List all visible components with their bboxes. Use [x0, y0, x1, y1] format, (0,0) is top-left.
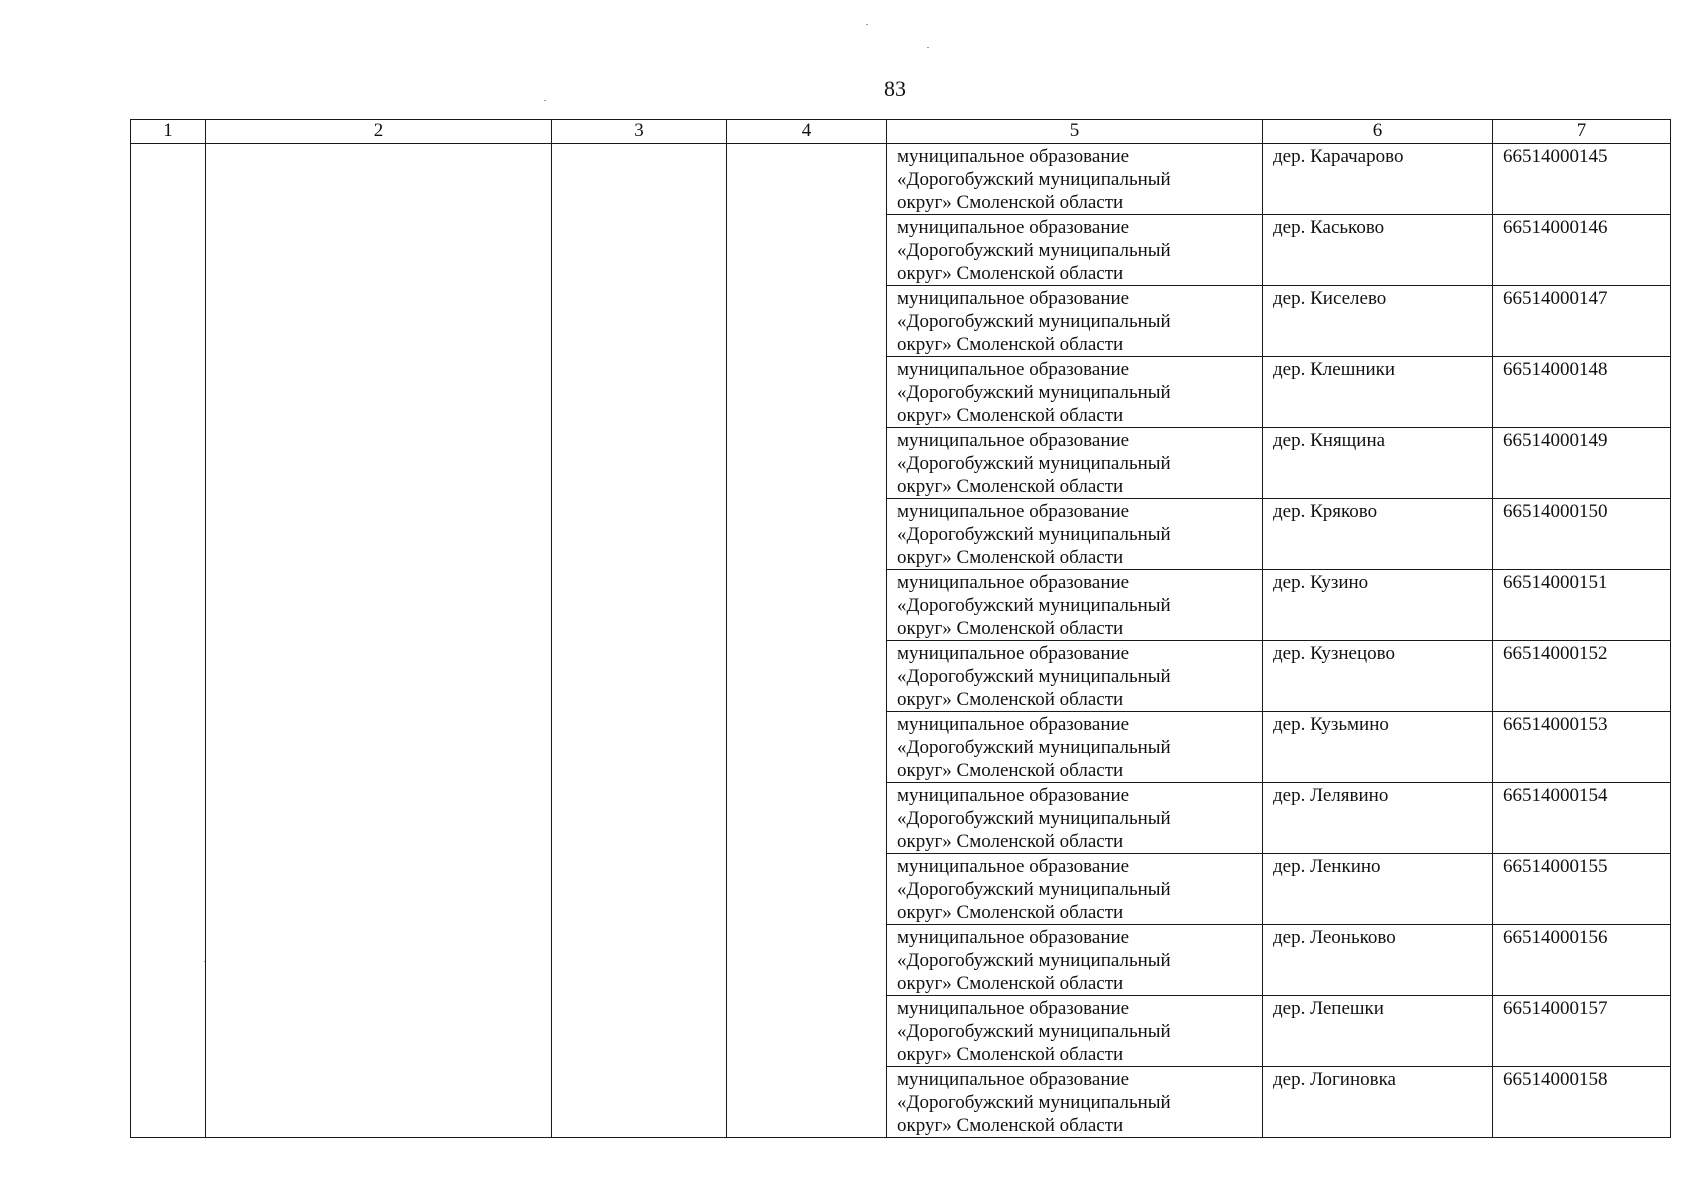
- municipality-cell: [887, 783, 1263, 854]
- column-header: 5: [887, 120, 1263, 144]
- code-cell: [1493, 428, 1671, 499]
- column-header: 7: [1493, 120, 1671, 144]
- settlement-text: дер. Княщина: [1273, 430, 1386, 451]
- code-text: 66514000145: [1503, 146, 1608, 167]
- settlement-cell: [1263, 925, 1493, 996]
- settlement-cell: [1263, 712, 1493, 783]
- code-text: 66514000148: [1503, 359, 1608, 380]
- municipality-cell: [887, 286, 1263, 357]
- code-text: 66514000152: [1503, 643, 1608, 664]
- municipality-text: муниципальное образование «Дорогобужский муниципальный округ» Смоленской области: [897, 146, 1171, 213]
- municipality-text: муниципальное образование «Дорогобужский муниципальный округ» Смоленской области: [897, 572, 1171, 639]
- code-cell: [1493, 144, 1671, 215]
- municipality-text: муниципальное образование «Дорогобужский муниципальный округ» Смоленской области: [897, 856, 1171, 923]
- code-text: 66514000146: [1503, 217, 1608, 238]
- municipality-cell: [887, 641, 1263, 712]
- code-text: 66514000153: [1503, 714, 1608, 735]
- code-text: 66514000156: [1503, 927, 1608, 948]
- code-text: 66514000149: [1503, 430, 1608, 451]
- code-cell: [1493, 499, 1671, 570]
- settlement-text: дер. Клешники: [1273, 359, 1396, 380]
- municipality-cell: [887, 357, 1263, 428]
- municipality-text: муниципальное образование «Дорогобужский муниципальный округ» Смоленской области: [897, 1069, 1171, 1136]
- code-text: 66514000147: [1503, 288, 1608, 309]
- code-cell: [1493, 286, 1671, 357]
- settlement-cell: [1263, 215, 1493, 286]
- col1-merged-cell: [131, 144, 206, 1138]
- settlement-cell: [1263, 570, 1493, 641]
- settlement-text: дер. Кряково: [1273, 501, 1378, 522]
- code-cell: [1493, 570, 1671, 641]
- settlement-cell: [1263, 499, 1493, 570]
- settlement-text: дер. Киселево: [1273, 288, 1387, 309]
- settlement-cell: [1263, 996, 1493, 1067]
- municipality-cell: [887, 144, 1263, 215]
- settlement-text: дер. Логиновка: [1273, 1069, 1396, 1090]
- header-row: [131, 120, 1671, 144]
- table-body: [131, 144, 1671, 1138]
- municipality-text: муниципальное образование «Дорогобужский муниципальный округ» Смоленской области: [897, 643, 1171, 710]
- code-text: 66514000157: [1503, 998, 1608, 1019]
- settlement-text: дер. Карачарово: [1273, 146, 1404, 167]
- code-cell: [1493, 641, 1671, 712]
- settlement-cell: [1263, 357, 1493, 428]
- settlement-cell: [1263, 428, 1493, 499]
- municipality-cell: [887, 1067, 1263, 1138]
- municipality-cell: [887, 712, 1263, 783]
- code-text: 66514000150: [1503, 501, 1608, 522]
- settlement-cell: [1263, 783, 1493, 854]
- municipality-text: муниципальное образование «Дорогобужский муниципальный округ» Смоленской области: [897, 998, 1171, 1065]
- municipality-cell: [887, 215, 1263, 286]
- col2-merged-cell: [206, 144, 552, 1138]
- municipality-cell: [887, 996, 1263, 1067]
- column-header: 2: [206, 120, 552, 144]
- col4-merged-cell: [727, 144, 887, 1138]
- settlement-text: дер. Кузино: [1273, 572, 1369, 593]
- municipality-text: муниципальное образование «Дорогобужский муниципальный округ» Смоленской области: [897, 359, 1171, 426]
- settlement-cell: [1263, 144, 1493, 215]
- code-text: 66514000151: [1503, 572, 1608, 593]
- scan-speck: [927, 47, 929, 48]
- scan-speck: [544, 100, 546, 101]
- municipality-text: муниципальное образование «Дорогобужский муниципальный округ» Смоленской области: [897, 785, 1171, 852]
- code-cell: [1493, 783, 1671, 854]
- settlement-text: дер. Кузнецово: [1273, 643, 1395, 664]
- table-header: [131, 120, 1671, 144]
- settlement-cell: [1263, 1067, 1493, 1138]
- municipality-cell: [887, 925, 1263, 996]
- code-cell: [1493, 215, 1671, 286]
- municipality-text: муниципальное образование «Дорогобужский муниципальный округ» Смоленской области: [897, 288, 1171, 355]
- code-cell: [1493, 854, 1671, 925]
- scan-speck: [866, 24, 868, 25]
- code-text: 66514000158: [1503, 1069, 1608, 1090]
- col3-merged-cell: [552, 144, 727, 1138]
- column-header: 6: [1263, 120, 1493, 144]
- code-cell: [1493, 996, 1671, 1067]
- municipality-text: муниципальное образование «Дорогобужский муниципальный округ» Смоленской области: [897, 927, 1171, 994]
- settlement-text: дер. Леоньково: [1273, 927, 1396, 948]
- settlement-text: дер. Лепешки: [1273, 998, 1384, 1019]
- column-header: 1: [131, 120, 206, 144]
- settlement-text: дер. Кузьмино: [1273, 714, 1389, 735]
- code-cell: [1493, 712, 1671, 783]
- municipality-cell: [887, 499, 1263, 570]
- municipality-text: муниципальное образование «Дорогобужский муниципальный округ» Смоленской области: [897, 217, 1171, 284]
- municipality-text: муниципальное образование «Дорогобужский муниципальный округ» Смоленской области: [897, 430, 1171, 497]
- settlement-cell: [1263, 286, 1493, 357]
- municipality-cell: [887, 428, 1263, 499]
- municipality-cell: [887, 570, 1263, 641]
- settlement-text: дер. Каськово: [1273, 217, 1385, 238]
- municipality-text: муниципальное образование «Дорогобужский муниципальный округ» Смоленской области: [897, 501, 1171, 568]
- municipality-text: муниципальное образование «Дорогобужский муниципальный округ» Смоленской области: [897, 714, 1171, 781]
- settlements-table: [130, 119, 1671, 1138]
- municipality-cell: [887, 854, 1263, 925]
- code-cell: [1493, 357, 1671, 428]
- column-header: 4: [727, 120, 887, 144]
- page-number: 83: [884, 76, 906, 101]
- code-text: 66514000154: [1503, 785, 1608, 806]
- code-text: 66514000155: [1503, 856, 1608, 877]
- table-row: [131, 144, 1671, 215]
- settlement-text: дер. Ленкино: [1273, 856, 1381, 877]
- code-cell: [1493, 1067, 1671, 1138]
- settlement-cell: [1263, 854, 1493, 925]
- settlement-cell: [1263, 641, 1493, 712]
- code-cell: [1493, 925, 1671, 996]
- column-header: 3: [552, 120, 727, 144]
- settlement-text: дер. Лелявино: [1273, 785, 1389, 806]
